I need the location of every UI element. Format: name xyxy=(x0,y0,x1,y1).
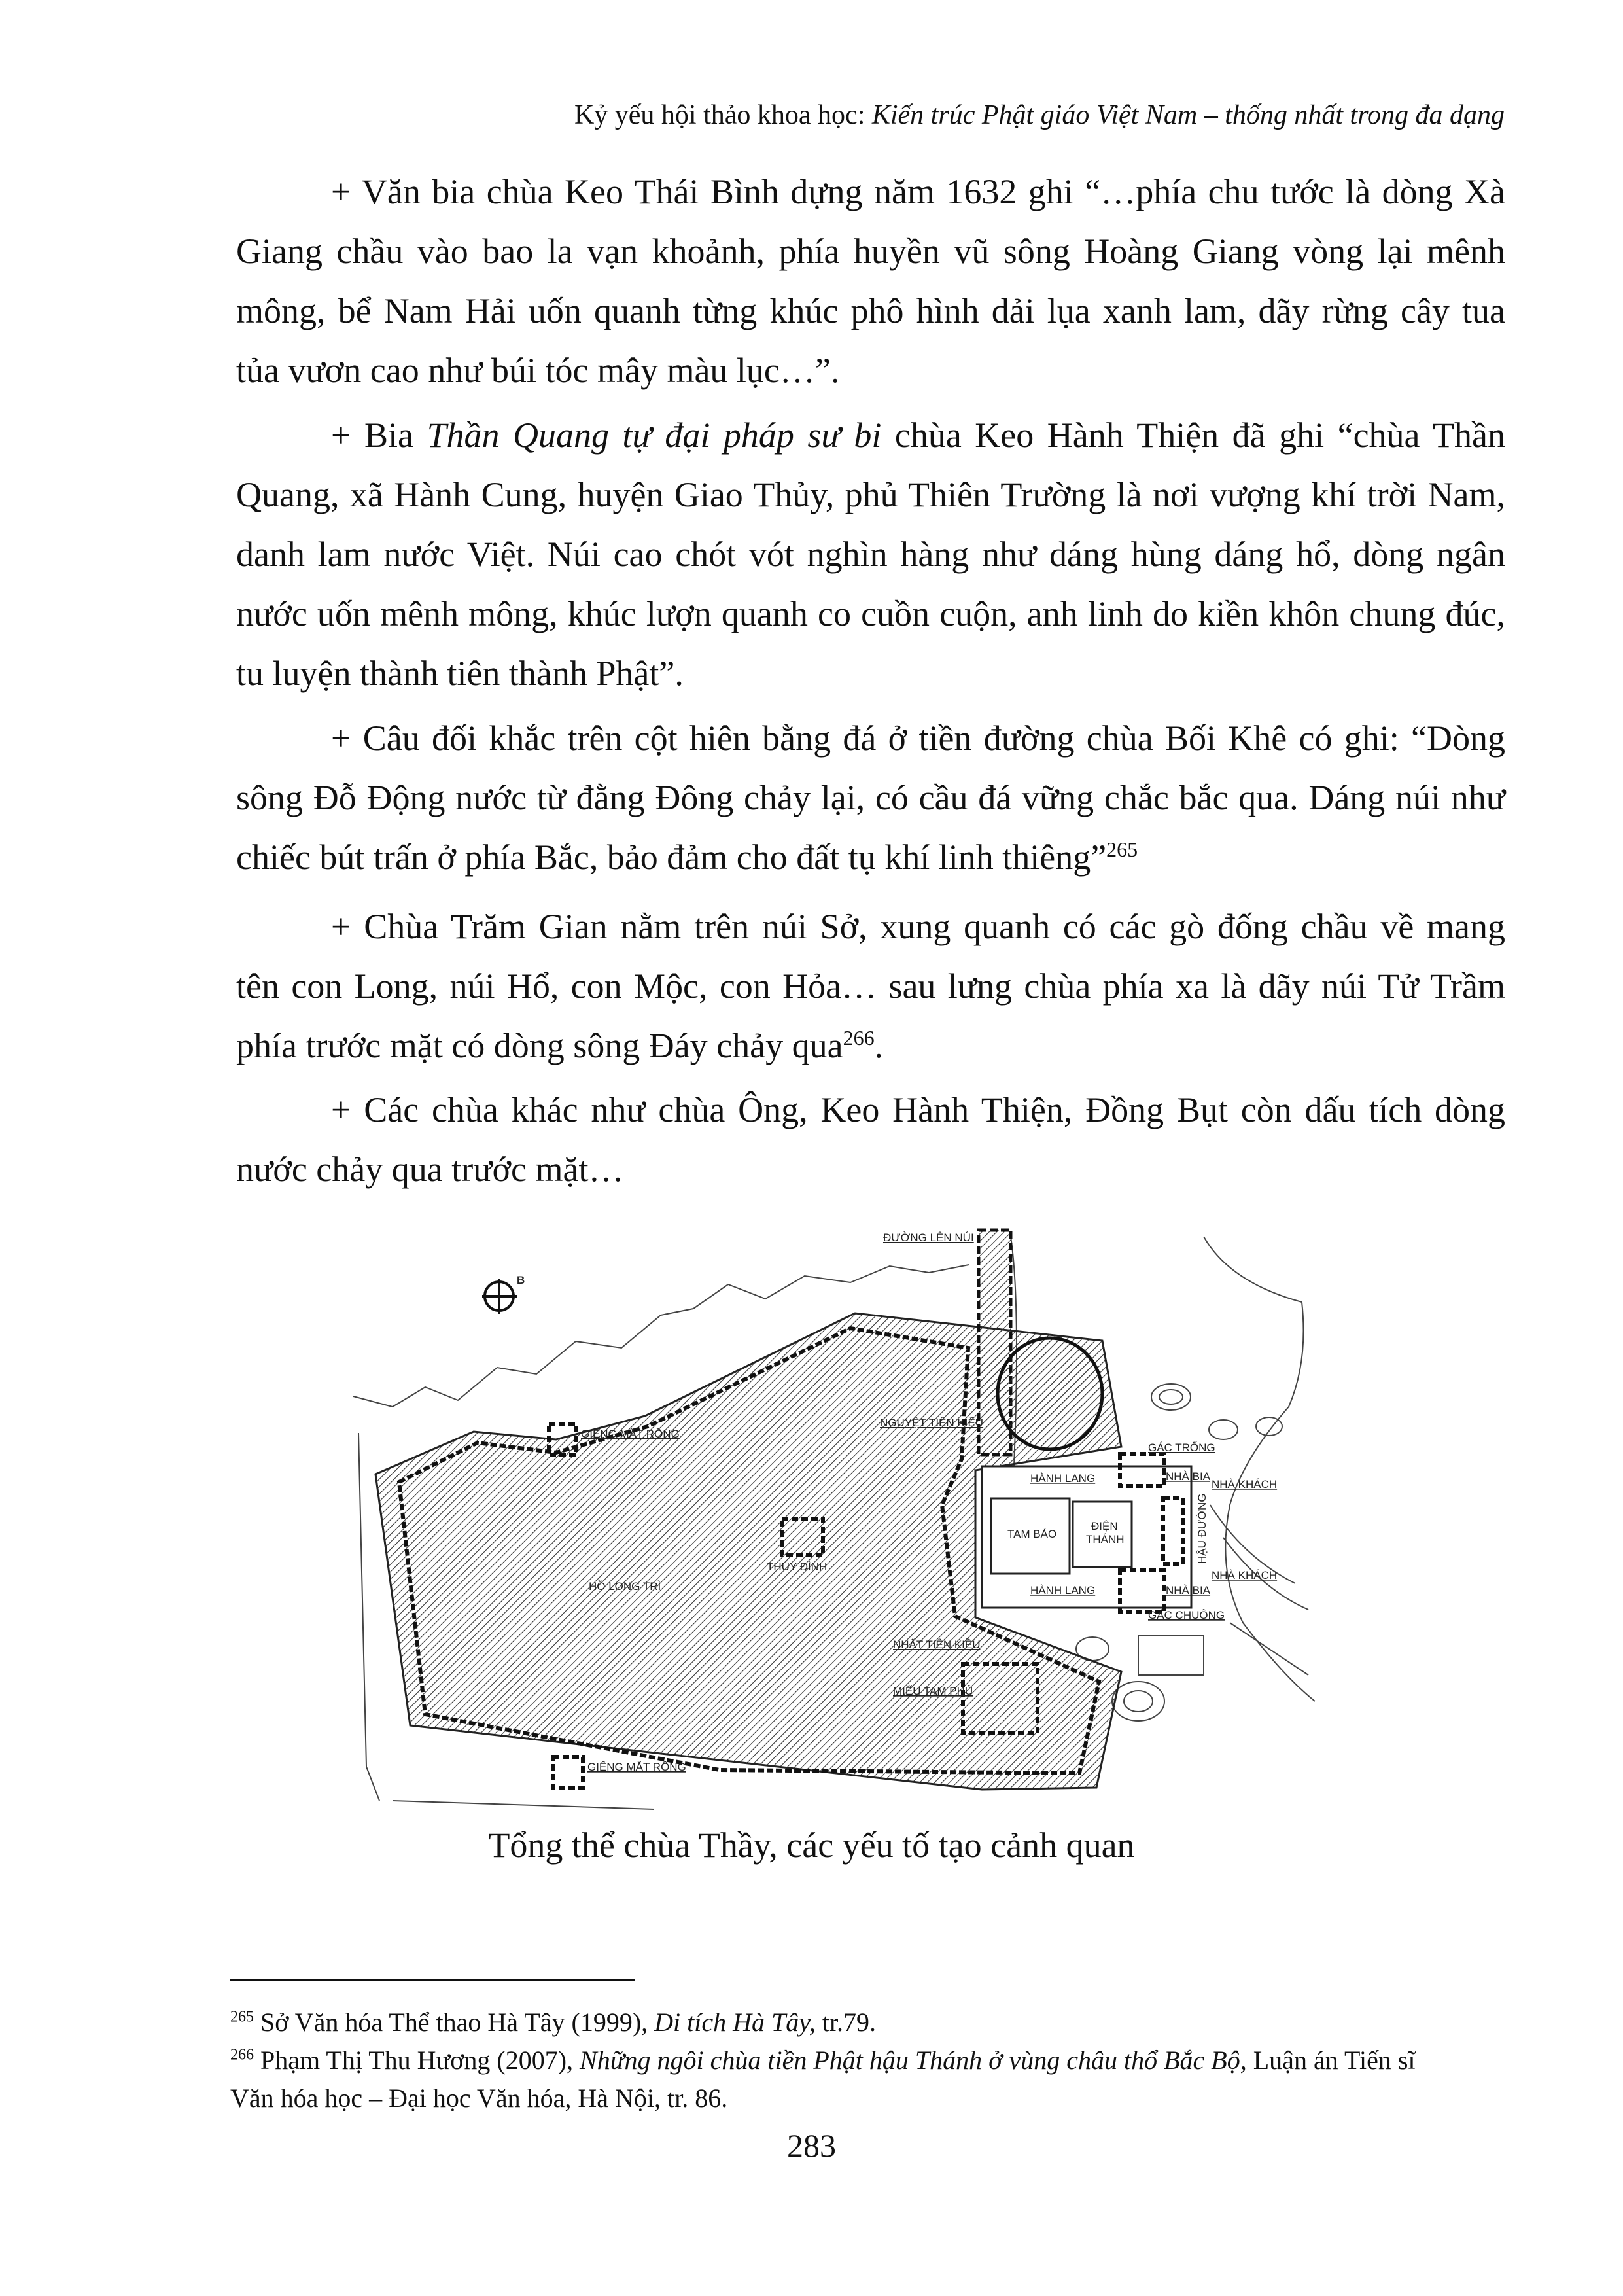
italic-title: Di tích Hà Tây, xyxy=(654,2007,816,2037)
header-title: Kiến trúc Phật giáo Việt Nam – thống nhất trong đa dạng xyxy=(871,100,1505,130)
map-label: NHÀ BIA xyxy=(1166,1584,1211,1597)
well-bottom-marker xyxy=(553,1757,583,1788)
text-line: nước uốn mênh mông, khúc lượn quanh co cuồn cuộn, anh linh do kiền khôn chung đúc, xyxy=(236,594,1505,633)
island xyxy=(998,1338,1102,1449)
footnote-265 xyxy=(230,2004,1512,2041)
text-line: nước chảy qua trước mặt… xyxy=(236,1150,624,1189)
map-label: GIẾNG MẮT RỒNG xyxy=(581,1428,680,1440)
text: + Bia xyxy=(331,415,427,455)
text-line: tu luyện thành tiên thành Phật”. xyxy=(236,654,684,693)
map-label: HÀNH LANG xyxy=(1030,1584,1096,1597)
figure-caption: Tổng thể chùa Thầy, các yếu tố tạo cảnh quan xyxy=(488,1826,1135,1865)
map-label: GÁC TRỐNG xyxy=(1148,1441,1215,1454)
map-label: NHÀ KHÁCH xyxy=(1212,1569,1278,1581)
map-label: THỦY ĐÌNH xyxy=(767,1561,828,1573)
text-line: Giang chầu vào bao la vạn khoảnh, phía huyền vũ sông Hoàng Giang vòng lại mênh xyxy=(236,232,1505,271)
footnote-266 xyxy=(230,2041,1512,2117)
text-line: sông Đỗ Động nước từ đằng Đông chảy lại, có cầu đá vững chắc bắc qua. Dáng núi như xyxy=(236,778,1505,817)
map-label: NHÀ KHÁCH xyxy=(1212,1478,1278,1491)
page-number: 283 xyxy=(787,2127,836,2164)
text: chiếc bút trấn ở phía Bắc, bảo đảm cho đất tụ khí linh thiêng” xyxy=(236,838,1107,877)
footnote-divider xyxy=(230,1979,635,1981)
text: Văn hóa học – Đại học Văn hóa, Hà Nội, tr. 86. xyxy=(230,2083,728,2113)
text-line: + Câu đối khắc trên cột hiên bằng đá ở tiền đường chùa Bối Khê có ghi: “Dòng xyxy=(331,718,1505,758)
text: tr.79. xyxy=(815,2007,877,2037)
text: Sở Văn hóa Thể thao Hà Tây (1999), xyxy=(254,2007,655,2037)
text-line: + Chùa Trăm Gian nằm trên núi Sở, xung quanh có các gò đống chầu về mang xyxy=(331,907,1505,946)
map-label: TAM BẢO xyxy=(1007,1528,1057,1540)
text-line: danh lam nước Việt. Núi cao chót vót nghìn hàng như dáng hùng dáng hổ, dòng ngân xyxy=(236,535,1505,574)
map-label: NGUYỆT TIÊN KIỀU xyxy=(880,1417,984,1429)
header-prefix: Kỷ yếu hội thảo khoa học: xyxy=(574,100,872,130)
text-line: + Văn bia chùa Keo Thái Bình dựng năm 1632 ghi “…phía chu tước là dòng Xà xyxy=(331,172,1505,211)
map-label: MIẾU TAM PHỦ xyxy=(893,1685,973,1697)
text: Luận án Tiến sĩ xyxy=(1246,2045,1416,2075)
map-label: NHẤT TIÊN KIỀU xyxy=(893,1638,981,1651)
italic-title: Những ngôi chùa tiền Phật hậu Thánh ở vùng châu thổ Bắc Bộ, xyxy=(580,2045,1247,2075)
text: Phạm Thị Thu Hương (2007), xyxy=(254,2045,580,2075)
compass-label: B xyxy=(517,1274,525,1286)
map-label: ĐƯỜNG LÊN NÚI xyxy=(883,1231,974,1244)
text-line: Quang, xã Hành Cung, huyện Giao Thủy, phủ Thiên Trường là nơi vượng khí trời Nam, xyxy=(236,475,1505,514)
map-label: HẬU ĐƯỜNG xyxy=(1196,1493,1208,1564)
text: chùa Keo Hành Thiện đã ghi “chùa Thần xyxy=(881,415,1505,455)
map-label: NHÀ BIA xyxy=(1166,1470,1211,1483)
map-label: THÁNH xyxy=(1086,1533,1125,1545)
footnote-ref[interactable]: 266 xyxy=(843,1026,875,1050)
text-line: tủa vươn cao như búi tóc mây màu lục…”. xyxy=(236,351,840,390)
text: phía trước mặt có dòng sông Đáy chảy qua xyxy=(236,1026,843,1065)
text-line: mông, bể Nam Hải uốn quanh từng khúc phô hình dải lụa xanh lam, dãy rừng cây tua xyxy=(236,291,1505,330)
footnote-ref[interactable]: 265 xyxy=(1106,838,1138,861)
italic-title: Thần Quang tự đại pháp sư bi xyxy=(427,415,882,455)
footnotes xyxy=(230,2004,1512,2117)
compass-icon xyxy=(482,1279,517,1314)
map-label: GÁC CHUÔNG xyxy=(1148,1609,1225,1621)
text: . xyxy=(874,1026,884,1065)
map-label: GIẾNG MẮT RỒNG xyxy=(587,1761,686,1773)
map-label: HÀNH LANG xyxy=(1030,1472,1096,1485)
map-label: HỒ LONG TRÌ xyxy=(589,1580,661,1593)
map-label: ĐIỆN xyxy=(1091,1520,1118,1532)
footnote-number: 266 xyxy=(230,2046,254,2064)
text-line: tên con Long, núi Hổ, con Mộc, con Hỏa… sau lưng chùa phía xa là dãy núi Tử Trầm xyxy=(236,966,1505,1006)
text-line: + Các chùa khác như chùa Ông, Keo Hành Thiện, Đồng Bụt còn dấu tích dòng xyxy=(331,1090,1505,1129)
footnote-number: 265 xyxy=(230,2008,254,2026)
